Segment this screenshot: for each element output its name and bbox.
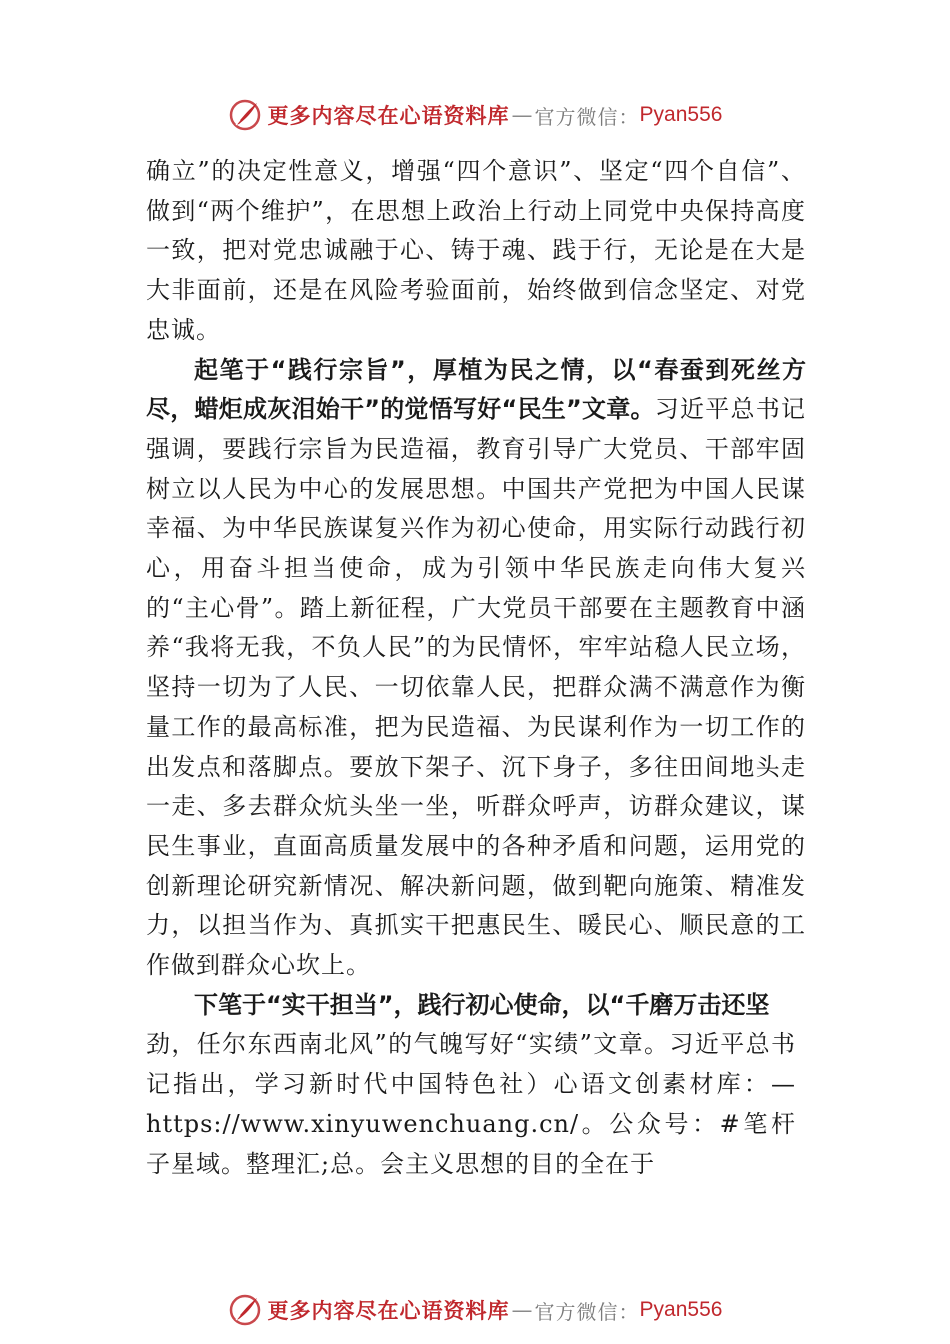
paragraph-2 [146, 351, 806, 986]
paragraph-2-lead: 起笔于“践行宗旨”，厚植为民之情，以“春蚕到死丝方尽，蜡炬成灰泪始干”的觉悟写好“民生”文章。 [146, 355, 806, 424]
header-dash: — [511, 103, 533, 127]
quill-pen-logo-icon [228, 98, 262, 132]
header-wechat-id: Pyan556 [639, 103, 723, 126]
footer-dash: — [511, 1298, 533, 1322]
paragraph-2-body: 习近平总书记强调，要践行宗旨为民造福，教育引导广大党员、干部牢固树立以人民为中心的发展思想。中国共产党把为中国人民谋幸福、为中华民族谋复兴作为初心使命，用实际行动践行初心，用奋斗担当使命，成为引领中华民族走向伟大复兴的“主心骨”。踏上新征程，广大党员干部要在主题教育中涵养“我将无我，不负人民”的为民情怀，牢牢站稳人民立场，坚持一切为了人民、一切依靠人民，把群众满不满意作为衡量工作的最高标准，把为民造福、为民谋利作为一切工作的出发点和落脚点。要放下架子、沉下身子，多往田间地头走一走、多去群众炕头坐一坐，听群众呼声，访群众建议，谋民生事业，直面高质量发展中的各种矛盾和问题，运用党的创新理论研究新情况、解决新问题，做到靶向施策、精准发力，以担当作为、真抓实干把惠民生、暖民心、顺民意的工作做到群众心坎上。 [146, 395, 807, 980]
footer-brand-text: 更多内容尽在心语资料库 [267, 1298, 510, 1323]
paragraph-1: 确立”的决定性意义，增强“四个意识”、坚定“四个自信”、做到“两个维护”，在思想上政治上行动上同党中央保持高度一致，把对党忠诚融于心、铸于魂、践于行，无论是在大是大非面前，还是在风险考验面前，始终做到信念坚定、对党忠诚。 [146, 157, 806, 344]
header-official-label: 官方微信： [534, 104, 640, 129]
header-brand-text: 更多内容尽在心语资料库 [267, 103, 510, 128]
document-body [146, 152, 806, 1184]
header-banner [0, 92, 950, 138]
footer-official-label: 官方微信： [534, 1299, 640, 1324]
paragraph-3 [146, 986, 806, 1185]
quill-pen-logo-icon [228, 1293, 262, 1327]
footer-banner [0, 1287, 950, 1333]
paragraph-3-body: 劲，任尔东西南北风”的气魄写好“实绩”文章。习近平总书记指出，学习新时代中国特色社）心语文创素材库：—https://www.xinyuwenchuang.cn/。公众号：#笔杆子星域。整理汇;总。会主义思想的目的全在于 [146, 1030, 796, 1178]
paragraph-3-lead: 下笔于“实干担当”，践行初心使命，以“千磨万击还坚 [194, 990, 770, 1019]
footer-wechat-id: Pyan556 [639, 1298, 723, 1321]
